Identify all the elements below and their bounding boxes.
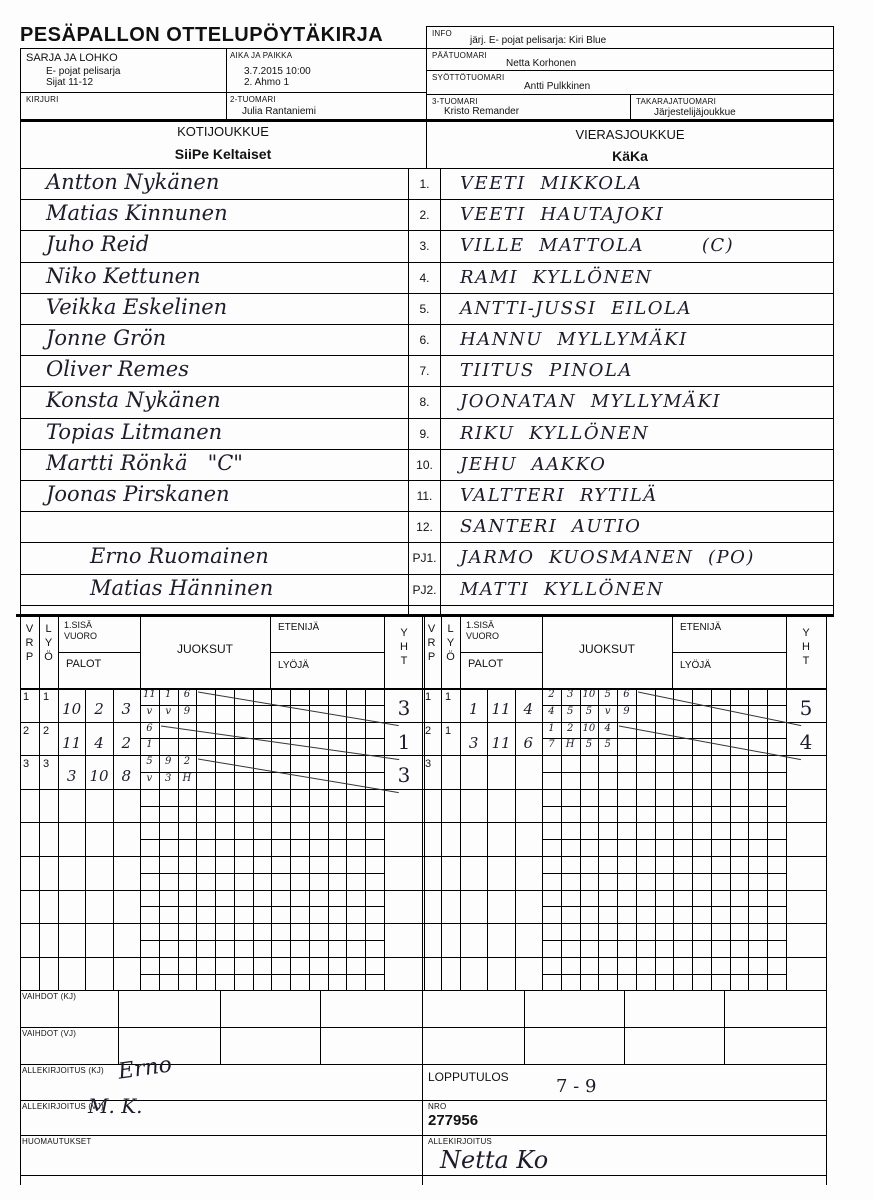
palot-value: 11 bbox=[62, 733, 82, 752]
away-player-name: TIITUS PINOLA bbox=[460, 360, 633, 381]
juoksut-bottom-value: 7 bbox=[548, 739, 555, 751]
takaraja-label: TAKARAJATUOMARI bbox=[636, 97, 717, 106]
rule bbox=[786, 616, 787, 990]
tuomari3-value: Kristo Remander bbox=[444, 106, 520, 117]
roster-row-number: PJ1. bbox=[412, 551, 437, 565]
inning-ly: 2 bbox=[43, 724, 50, 737]
score-header-yht: H bbox=[802, 641, 810, 653]
rule bbox=[542, 906, 786, 907]
rule bbox=[20, 990, 826, 991]
info-value: järj. E- pojat pelisarja: Kiri Blue bbox=[470, 35, 607, 46]
palot-value: 2 bbox=[94, 700, 104, 718]
home-player-name: Joonas Pirskanen bbox=[46, 482, 230, 506]
juoksut-top-value: 3 bbox=[566, 689, 574, 700]
score-header-l: Ö bbox=[446, 651, 455, 663]
palot-value: 3 bbox=[66, 767, 77, 786]
roster-row-number: 3. bbox=[419, 239, 430, 253]
aika-value-1: 3.7.2015 10:00 bbox=[244, 66, 311, 77]
lopputulos-label: LOPPUTULOS bbox=[428, 1070, 509, 1085]
rule bbox=[441, 616, 442, 990]
rule bbox=[58, 616, 59, 990]
home-player-name: Niko Kettunen bbox=[46, 264, 201, 288]
score-header-l: Y bbox=[44, 637, 53, 649]
rule bbox=[20, 449, 834, 450]
allekirjoitus-vj-label: ALLEKIRJOITUS (VJ) bbox=[22, 1102, 104, 1112]
score-header-v: P bbox=[427, 651, 436, 663]
lyoja-label: LYÖJÄ bbox=[278, 660, 309, 671]
signature-vj: M. K. bbox=[88, 1094, 143, 1119]
score-header-yht: T bbox=[400, 655, 408, 667]
vaihdot-vj-label: VAIHDOT (VJ) bbox=[22, 1029, 77, 1039]
score-header-v: V bbox=[25, 623, 34, 635]
juoksut-bottom-value: 4 bbox=[548, 705, 555, 717]
strike-line bbox=[619, 722, 806, 766]
juoksut-bottom-value: 5 bbox=[585, 739, 593, 751]
palot-value: 10 bbox=[62, 700, 82, 718]
away-player-name: VEETI MIKKOLA bbox=[460, 173, 643, 194]
score-header-v: V bbox=[427, 623, 436, 635]
juoksut-top-value: 2 bbox=[183, 756, 191, 768]
rule bbox=[422, 616, 423, 990]
rule bbox=[20, 574, 834, 575]
paatuomari-label: PÄÄTUOMARI bbox=[432, 51, 487, 60]
rule bbox=[542, 806, 786, 807]
score-header-yht: Y bbox=[400, 627, 408, 639]
juoksut-top-value: 1 bbox=[548, 722, 555, 734]
rule bbox=[542, 940, 786, 941]
rule bbox=[20, 822, 424, 823]
etenija-label: ETENIJÄ bbox=[680, 622, 722, 633]
signature-referee: Netta Ko bbox=[440, 1146, 549, 1175]
tuomari3-label: 3-TUOMARI bbox=[432, 97, 478, 106]
palot-label: PALOT bbox=[66, 658, 102, 670]
juoksut-top-value: 11 bbox=[143, 689, 156, 700]
palot-value: 4 bbox=[523, 700, 534, 718]
palot-value: 11 bbox=[491, 700, 511, 718]
juoksut-bottom-value: H bbox=[565, 739, 575, 751]
rule bbox=[140, 616, 141, 990]
juoksut-bottom-value: v bbox=[604, 705, 611, 717]
juoksut-label: JUOKSUT bbox=[578, 642, 635, 656]
rule bbox=[20, 199, 834, 200]
tuomari2-label: 2-TUOMARI bbox=[230, 95, 276, 104]
home-player-name: Antton Nykänen bbox=[46, 170, 220, 194]
away-player-name: SANTERI AUTIO bbox=[460, 516, 642, 537]
rule bbox=[270, 616, 271, 688]
score-header-v: P bbox=[25, 651, 34, 663]
juoksut-top-value: 10 bbox=[582, 689, 596, 700]
rule bbox=[424, 616, 425, 990]
palot-value: 10 bbox=[89, 767, 109, 786]
inning-ly: 1 bbox=[43, 691, 50, 703]
home-team-name: SiiPe Keltaiset bbox=[174, 146, 272, 162]
rule bbox=[20, 418, 834, 419]
syottotuomari-value: Antti Pulkkinen bbox=[524, 81, 591, 92]
rule bbox=[20, 386, 834, 387]
juoksut-top-value: 5 bbox=[146, 756, 153, 768]
rule bbox=[20, 1135, 826, 1136]
inning-ly: 1 bbox=[445, 691, 452, 703]
juoksut-bottom-value: 1 bbox=[146, 739, 153, 751]
roster-row-number: 5. bbox=[419, 302, 430, 316]
nro-label: NRO bbox=[428, 1102, 447, 1112]
allekirjoitus-label: ALLEKIRJOITUS bbox=[428, 1137, 492, 1147]
strike-line bbox=[198, 755, 404, 799]
rule bbox=[20, 923, 424, 924]
rule bbox=[20, 856, 424, 857]
score-header-yht: Y bbox=[802, 627, 810, 639]
rule bbox=[20, 324, 834, 325]
away-player-name: RAMI KYLLÖNEN bbox=[460, 267, 653, 288]
takaraja-value: Järjestelijäjoukkue bbox=[654, 107, 736, 118]
juoksut-top-value: 1 bbox=[164, 689, 172, 700]
palot-value: 3 bbox=[468, 733, 479, 752]
syottotuomari-label: SYÖTTÖTUOMARI bbox=[432, 73, 505, 82]
rule bbox=[20, 1175, 826, 1176]
home-player-name: Martti Rönkä "C" bbox=[46, 451, 243, 475]
rule bbox=[140, 906, 384, 907]
juoksut-top-value: 10 bbox=[582, 722, 596, 734]
juoksut-bottom-value: v bbox=[146, 705, 153, 717]
rule bbox=[20, 230, 834, 231]
home-team-label: KOTIJOUKKUE bbox=[177, 124, 269, 139]
home-player-name: Topias Litmanen bbox=[46, 420, 223, 444]
rule bbox=[542, 873, 786, 874]
inning-number: 3 bbox=[425, 758, 432, 771]
rule bbox=[422, 789, 826, 790]
inning-total: 3 bbox=[397, 763, 411, 788]
aika-value-2: 2. Ahmo 1 bbox=[244, 77, 290, 88]
juoksut-top-value: 6 bbox=[146, 722, 153, 734]
vaihdot-kj-label: VAIHDOT (KJ) bbox=[22, 992, 77, 1002]
home-player-name: Matias Kinnunen bbox=[46, 201, 228, 225]
inning-total: 5 bbox=[799, 696, 813, 720]
away-player-name: JEHU AAKKO bbox=[460, 454, 607, 475]
rule bbox=[422, 990, 423, 1185]
rule bbox=[20, 990, 21, 1185]
score-header-v: R bbox=[427, 637, 436, 649]
nro-value: 277956 bbox=[428, 1112, 479, 1130]
rule bbox=[20, 1027, 826, 1028]
away-player-name: VALTTERI RYTILÄ bbox=[460, 485, 658, 506]
tuomari2-value: Julia Rantaniemi bbox=[242, 106, 316, 117]
away-player-name: RIKU KYLLÖNEN bbox=[460, 423, 650, 444]
vuoro-label: VUORO bbox=[64, 631, 98, 641]
juoksut-top-value: 6 bbox=[623, 689, 630, 700]
rule bbox=[140, 873, 384, 874]
info-label: INFO bbox=[432, 29, 452, 38]
rule bbox=[422, 822, 826, 823]
away-player-name: JOONATAN MYLLYMÄKI bbox=[460, 391, 722, 412]
juoksut-bottom-value: v bbox=[165, 705, 171, 717]
rule bbox=[460, 652, 542, 653]
rule bbox=[20, 542, 834, 543]
inning-number: 1 bbox=[23, 691, 30, 703]
inning-ly: 3 bbox=[43, 758, 50, 771]
roster-row-number: 8. bbox=[419, 395, 430, 409]
allekirjoitus-kj-label: ALLEKIRJOITUS (KJ) bbox=[22, 1066, 104, 1076]
inning-number: 2 bbox=[23, 724, 30, 737]
away-team-name: KäKa bbox=[612, 148, 648, 164]
juoksut-bottom-value: 5 bbox=[566, 705, 574, 717]
away-player-name: HANNU MYLLYMÄKI bbox=[460, 329, 688, 350]
palot-value: 11 bbox=[491, 733, 511, 752]
rule bbox=[20, 616, 21, 990]
home-coach-name: Matias Hänninen bbox=[90, 576, 274, 600]
roster-row-number: 12. bbox=[416, 520, 433, 534]
home-player-name: Juho Reid bbox=[46, 232, 150, 256]
palot-value: 6 bbox=[523, 733, 534, 752]
rule bbox=[542, 839, 786, 840]
away-player-name: VEETI HAUTAJOKI bbox=[460, 204, 665, 225]
juoksut-bottom-value: v bbox=[146, 773, 153, 784]
juoksut-bottom-value: 5 bbox=[604, 739, 611, 751]
rule bbox=[672, 616, 673, 688]
score-header-l: L bbox=[45, 623, 52, 635]
rule bbox=[58, 652, 140, 653]
away-coach-name: JARMO KUOSMANEN (PO) bbox=[460, 547, 755, 568]
roster-row-number: 9. bbox=[419, 427, 430, 441]
roster-row-number: 7. bbox=[419, 364, 430, 378]
paatuomari-value: Netta Korhonen bbox=[506, 58, 577, 69]
away-coach-name: MATTI KYLLÖNEN bbox=[460, 579, 664, 600]
juoksut-top-value: 9 bbox=[164, 756, 172, 768]
roster-row-number: 11. bbox=[416, 489, 433, 503]
score-header-l: Ö bbox=[44, 651, 53, 663]
form-title: PESÄPALLON OTTELUPÖYTÄKIRJA bbox=[20, 24, 384, 46]
juoksut-top-value: 6 bbox=[183, 689, 191, 700]
roster-row-number: 10. bbox=[416, 458, 433, 472]
score-header-l: L bbox=[447, 623, 454, 635]
rule bbox=[672, 652, 786, 653]
juoksut-bottom-value: H bbox=[182, 773, 192, 784]
inning-total: 3 bbox=[397, 696, 411, 720]
rule bbox=[20, 355, 834, 356]
sisa-label: 1.SISÄ bbox=[466, 620, 495, 630]
away-team-label: VIERASJOUKKUE bbox=[575, 127, 685, 142]
juoksut-top-value: 2 bbox=[566, 722, 574, 734]
rule bbox=[460, 616, 461, 990]
juoksut-top-value: 2 bbox=[548, 689, 555, 700]
etenija-label: ETENIJÄ bbox=[278, 622, 320, 633]
rule bbox=[20, 890, 424, 891]
score-header-l: Y bbox=[446, 637, 455, 649]
rule bbox=[422, 957, 826, 958]
inning-total: 4 bbox=[799, 729, 813, 754]
juoksut-bottom-value: 5 bbox=[585, 705, 593, 717]
inning-number: 2 bbox=[425, 724, 432, 737]
rule bbox=[20, 293, 834, 294]
score-header-v: R bbox=[25, 637, 34, 649]
away-player-name: VILLE MATTOLA (C) bbox=[460, 235, 735, 256]
rule bbox=[270, 652, 384, 653]
palot-value: 4 bbox=[94, 733, 104, 752]
juoksut-bottom-value: 9 bbox=[183, 705, 191, 717]
rule bbox=[20, 262, 834, 263]
sarja-value-1: E- pojat pelisarja bbox=[46, 66, 121, 77]
roster-row-number: 6. bbox=[419, 333, 430, 347]
kirjuri-label: KIRJURI bbox=[26, 95, 59, 104]
juoksut-label: JUOKSUT bbox=[176, 642, 233, 656]
inning-total: 1 bbox=[397, 729, 411, 754]
rule bbox=[826, 990, 827, 1185]
rule bbox=[384, 616, 385, 990]
home-player-name: Veikka Eskelinen bbox=[46, 295, 228, 319]
lopputulos-value: 7 - 9 bbox=[556, 1076, 597, 1098]
rule bbox=[140, 806, 384, 807]
rule bbox=[140, 839, 384, 840]
rule bbox=[542, 974, 786, 975]
rule bbox=[20, 511, 834, 512]
signature-kj: Erno bbox=[116, 1052, 174, 1086]
sarja-label: SARJA JA LOHKO bbox=[26, 52, 118, 64]
palot-value: 8 bbox=[121, 767, 132, 786]
palot-label: PALOT bbox=[468, 658, 504, 670]
away-player-name: ANTTI-JUSSI EILOLA bbox=[460, 298, 692, 319]
palot-value: 1 bbox=[468, 700, 479, 718]
rule bbox=[826, 616, 827, 990]
juoksut-bottom-value: 3 bbox=[164, 773, 172, 784]
aika-label: AIKA JA PAIKKA bbox=[230, 51, 293, 60]
palot-value: 2 bbox=[121, 733, 132, 752]
rule bbox=[542, 772, 786, 773]
score-header-yht: H bbox=[400, 641, 408, 653]
home-player-name: Jonne Grön bbox=[46, 326, 167, 350]
home-player-name: Oliver Remes bbox=[46, 357, 190, 381]
lyoja-label: LYÖJÄ bbox=[680, 660, 711, 671]
palot-value: 3 bbox=[121, 700, 132, 718]
inning-ly: 1 bbox=[445, 724, 452, 737]
score-header-yht: T bbox=[802, 655, 810, 667]
rule bbox=[20, 480, 834, 481]
rule bbox=[20, 957, 424, 958]
vuoro-label: VUORO bbox=[466, 631, 500, 641]
sisa-label: 1.SISÄ bbox=[64, 620, 93, 630]
rule bbox=[20, 605, 834, 606]
inning-number: 1 bbox=[425, 691, 432, 703]
rule bbox=[39, 616, 40, 990]
home-coach-name: Erno Ruomainen bbox=[90, 544, 269, 568]
juoksut-top-value: 4 bbox=[604, 722, 611, 734]
inning-number: 3 bbox=[23, 758, 30, 771]
rule bbox=[542, 616, 543, 990]
rule bbox=[422, 856, 826, 857]
home-player-name: Konsta Nykänen bbox=[46, 388, 221, 412]
roster-row-number: 2. bbox=[419, 208, 430, 222]
rule bbox=[422, 923, 826, 924]
rule bbox=[140, 974, 384, 975]
sarja-value-2: Sijat 11-12 bbox=[46, 77, 94, 88]
roster-row-number: 4. bbox=[419, 271, 430, 285]
rule bbox=[422, 890, 826, 891]
huomautukset-label: HUOMAUTUKSET bbox=[22, 1137, 92, 1147]
roster-row-number: 1. bbox=[419, 177, 430, 191]
juoksut-top-value: 5 bbox=[604, 689, 611, 700]
juoksut-bottom-value: 9 bbox=[623, 705, 630, 717]
rule bbox=[140, 940, 384, 941]
roster-row-number: PJ2. bbox=[412, 583, 437, 597]
